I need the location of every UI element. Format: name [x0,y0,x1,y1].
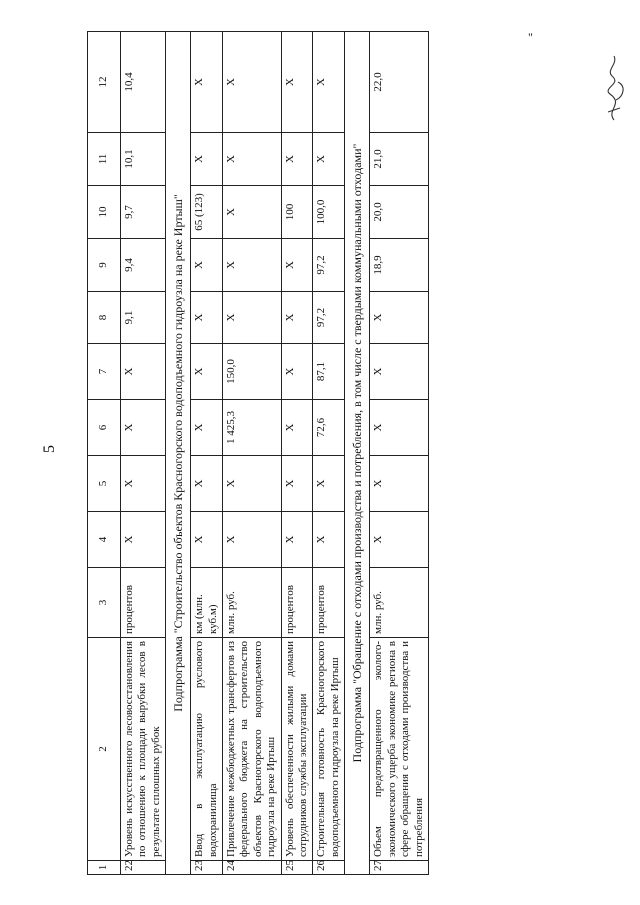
value-cell: X [191,292,223,344]
value-cell: 97,2 [313,239,345,292]
value-cell: X [281,456,313,512]
header-cell: 10 [88,186,121,239]
unit-cell: км (млн. куб.м) [191,568,223,638]
value-cell: X [223,456,282,512]
unit-cell: млн. руб. [223,568,282,638]
table-header-row [88,32,121,875]
table-row [223,32,282,875]
value-cell: X [313,133,345,186]
indicator-name-cell: Уровень искусственного лесовосстановления по отношению к площади вырубки лесов в результате сплошных рубок [121,638,166,861]
value-cell: X [223,32,282,133]
value-cell: 100 [281,186,313,239]
table-row [191,32,223,875]
value-cell: X [191,344,223,400]
unit-cell: процентов [313,568,345,638]
header-cell: 1 [88,861,121,875]
value-cell: X [281,32,313,133]
value-cell: 72,6 [313,400,345,456]
section-title: Подпрограмма "Обращение с отходами производства и потребления, в том числе с твердыми коммунальными отходами" [345,32,370,875]
table-row [370,32,429,875]
value-cell: 22,0 [370,32,429,133]
rotated-table-sheet [87,32,528,875]
section-row [345,32,370,875]
unit-cell: процентов [121,568,166,638]
value-cell: X [191,133,223,186]
value-cell: 18,9 [370,239,429,292]
header-cell: 6 [88,400,121,456]
unit-cell: млн. руб. [370,568,429,638]
value-cell: X [281,400,313,456]
row-number-cell: 25 [281,861,313,875]
value-cell: 9,1 [121,292,166,344]
value-cell: X [191,32,223,133]
value-cell: X [370,400,429,456]
header-cell: 4 [88,512,121,568]
row-number-cell: 27 [370,861,429,875]
value-cell: X [191,239,223,292]
header-cell: 2 [88,638,121,861]
value-cell: 150,0 [223,344,282,400]
indicator-name-cell: Уровень обеспеченности жилыми домами сотрудников службы эксплуатации [281,638,313,861]
unit-cell: процентов [281,568,313,638]
value-cell: X [121,512,166,568]
value-cell: 100,0 [313,186,345,239]
value-cell: 21,0 [370,133,429,186]
value-cell: X [313,456,345,512]
header-cell: 8 [88,292,121,344]
indicator-name-cell: Привлечение межбюджетных трансфертов из федерального бюджета на строительство объектов Красногорского водоподъемного гидроузла на реке Иртыш [223,638,282,861]
header-cell: 5 [88,456,121,512]
header-cell: 7 [88,344,121,400]
handwritten-signature [596,50,632,124]
indicators-table [87,31,429,875]
value-cell: X [281,292,313,344]
header-cell: 11 [88,133,121,186]
value-cell: X [313,512,345,568]
value-cell: X [191,456,223,512]
value-cell: X [313,32,345,133]
value-cell: X [223,239,282,292]
section-row [166,32,191,875]
value-cell: 65 (123) [191,186,223,239]
header-cell: 9 [88,239,121,292]
row-number-cell: 23 [191,861,223,875]
value-cell: X [370,512,429,568]
value-cell: 9,4 [121,239,166,292]
value-cell: X [223,512,282,568]
value-cell: X [191,400,223,456]
section-title: Подпрограмма "Строительство объектов Красногорского водоподъемного гидроузла на реке Иртыш" [166,32,191,875]
indicator-name-cell: Ввод в эксплуатацию руслового водохранилища [191,638,223,861]
page-number: 5 [41,445,58,453]
row-number-cell: 22 [121,861,166,875]
value-cell: X [121,400,166,456]
indicator-name-cell: Строительная готовность Красногорского водоподъемного гидроузла на реке Иртыш [313,638,345,861]
table-row [121,32,166,875]
value-cell: X [370,456,429,512]
value-cell: X [281,344,313,400]
value-cell: X [281,512,313,568]
value-cell: X [370,344,429,400]
value-cell: X [370,292,429,344]
value-cell: X [191,512,223,568]
value-cell: X [121,456,166,512]
header-cell: 12 [88,32,121,133]
value-cell: X [281,239,313,292]
header-cell: 3 [88,568,121,638]
table-row [281,32,313,875]
closing-quote: " [528,30,533,44]
rotated-table-container [87,32,528,875]
value-cell: 10,4 [121,32,166,133]
value-cell: X [281,133,313,186]
value-cell: 20,0 [370,186,429,239]
value-cell: 9,7 [121,186,166,239]
row-number-cell: 26 [313,861,345,875]
value-cell: 87,1 [313,344,345,400]
indicator-name-cell: Объем предотвращенного эколого-экономического ущерба экономике региона в сфере обращения с отходами производства и потребления [370,638,429,861]
value-cell: 10,1 [121,133,166,186]
value-cell: X [223,133,282,186]
table-row [313,32,345,875]
value-cell: X [223,186,282,239]
row-number-cell: 24 [223,861,282,875]
value-cell: X [223,292,282,344]
value-cell: 97,2 [313,292,345,344]
value-cell: 1 425,3 [223,400,282,456]
value-cell: X [121,344,166,400]
